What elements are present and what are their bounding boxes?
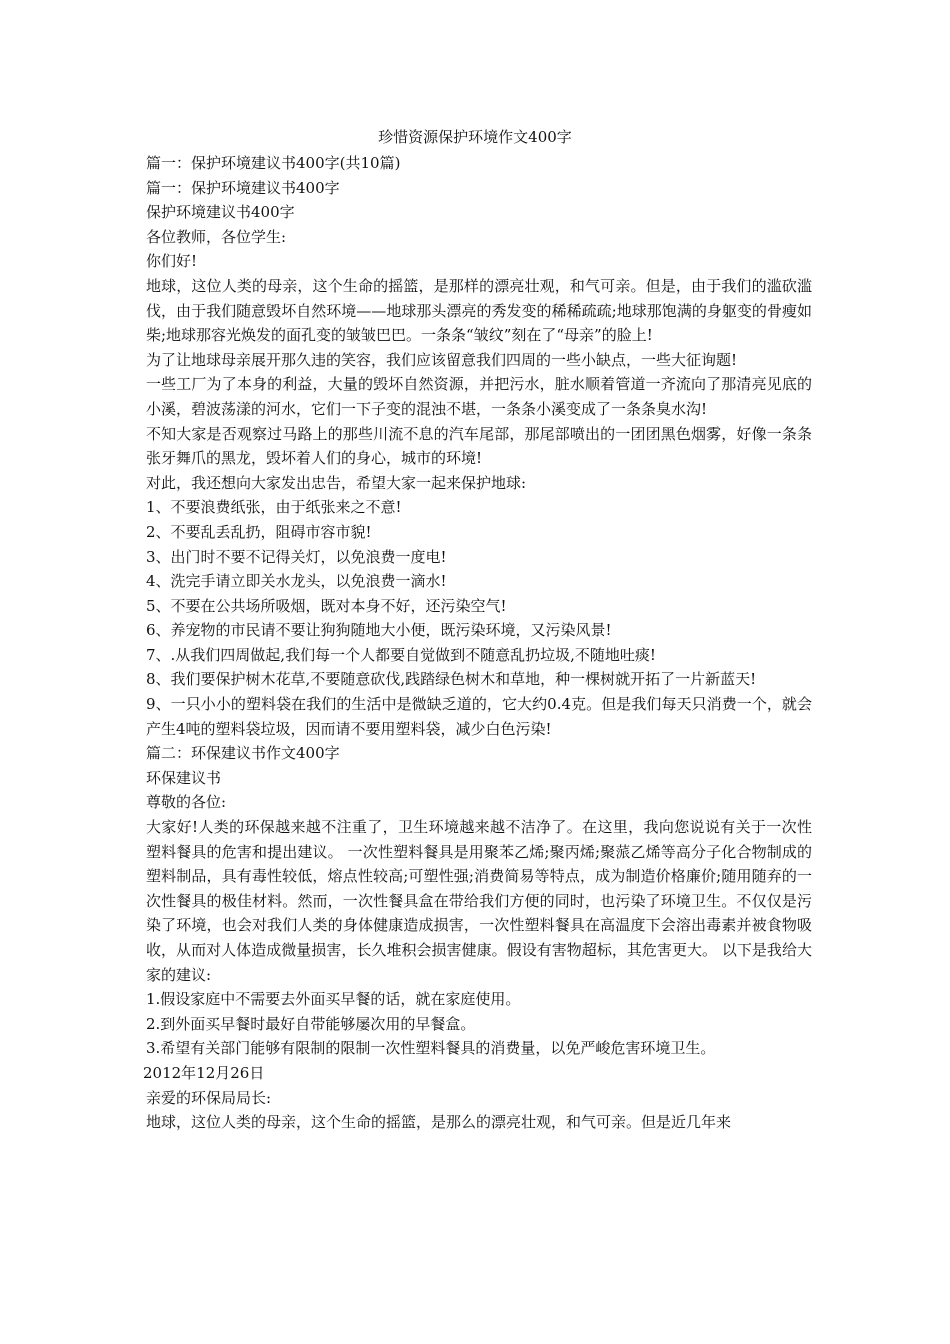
list-item: 2、不要乱丢乱扔，阻碍市容市貌!: [146, 522, 372, 541]
paragraph: 地球，这位人类的母亲，这个生命的摇篮，是那么的漂亮壮观，和气可亲。但是近几年来: [146, 1113, 732, 1132]
paragraph: 篇一：保护环境建议书400字(共10篇): [146, 154, 401, 172]
paragraph: 尊敬的各位:: [146, 793, 227, 812]
paragraph: 为了让地球母亲展开那久违的笑容，我们应该留意我们四周的一些小缺点，一些大征询题!: [146, 350, 738, 369]
list-item: 1、不要浪费纸张，由于纸张来之不意!: [146, 498, 402, 517]
paragraph: 不知大家是否观察过马路上的那些川流不息的汽车尾部，那尾部喷出的一团团黑色烟雾，好像一条条张牙舞爪的黑龙，毁坏着人们的身心，城市的环境!: [146, 424, 812, 468]
document-body: [143, 151, 812, 1135]
list-item: 1.假设家庭中不需要去外面买早餐的话，就在家庭使用。: [146, 990, 521, 1009]
list-item: 6、养宠物的市民请不要让狗狗随地大小便，既污染环境，又污染风景!: [146, 621, 612, 640]
list-item: 2.到外面买早餐时最好自带能够屡次用的早餐盒。: [146, 1014, 476, 1033]
date-line: 2012年12月26日: [143, 1063, 265, 1082]
list-item: 7、.从我们四周做起,我们每一个人都要自觉做到不随意乱扔垃圾,不随地吐痰!: [146, 645, 656, 664]
list-item: 8、我们要保护树木花草,不要随意砍伐,践踏绿色树木和草地，种一棵树就开拓了一片新蓝天!: [146, 670, 757, 689]
paragraph: 对此，我还想向大家发出忠告，希望大家一起来保护地球:: [146, 473, 527, 492]
paragraph: 你们好!: [146, 252, 198, 271]
list-item: 3、出门时不要不记得关灯，以免浪费一度电!: [146, 547, 447, 566]
paragraph: 一些工厂为了本身的利益，大量的毁坏自然资源，并把污水，脏水顺着管道一齐流向了那清亮见底的小溪，碧波荡漾的河水，它们一下子变的混浊不堪，一条条小溪变成了一条条臭水沟!: [146, 375, 812, 418]
section-heading: 篇二：环保建议书作文400字: [146, 744, 340, 763]
list-item: 9、一只小小的塑料袋在我们的生活中是微缺乏道的，它大约0.4克。但是我们每天只消费一个，就会产生4吨的塑料袋垃圾，因而请不要用塑料袋，减少白色污染!: [146, 695, 812, 738]
paragraph: 各位教师，各位学生:: [146, 227, 287, 246]
paragraph: 地球，这位人类的母亲，这个生命的摇篮，是那样的漂亮壮观，和气可亲。但是，由于我们的滥砍滥伐，由于我们随意毁坏自然环境——地球那头漂亮的秀发变的稀稀疏疏;地球那饱满的身躯变的骨瘦如柴;地球那容光焕发的面孔变的皱皱巴巴。一条条“皱纹”刻在了“母亲”的脸上!: [146, 276, 812, 345]
list-item: 4、洗完手请立即关水龙头，以免浪费一滴水!: [146, 572, 447, 591]
list-item: 3.希望有关部门能够有限制的限制一次性塑料餐具的消费量，以免严峻危害环境卫生。: [146, 1039, 716, 1058]
paragraph: 篇一：保护环境建议书400字: [146, 178, 340, 197]
paragraph: 亲爱的环保局局长:: [146, 1088, 272, 1107]
list-item: 5、不要在公共场所吸烟，既对本身不好，还污染空气!: [146, 596, 507, 615]
paragraph: 环保建议书: [146, 768, 222, 787]
paragraph: 大家好!人类的环保越来越不注重了，卫生环境越来越不洁净了。在这里，我向您说说有关于一次性塑料餐具的危害和提出建议。 一次性塑料餐具是用聚苯乙烯;聚丙烯;聚蒎乙烯等高分子化合物制成的塑料制品，具有毒性较低，熔点性较高;可塑性强;消费简易等特点，成为制造价格廉价;随用随弃的一次性餐具的极佳材料。然而，一次性餐具盒在带给我们方便的同时，也污染了环境卫生。不仅仅是污染了环境，也会对我们人类的身体健康造成损害，一次性塑料餐具在高温度下会溶出毒素并被食物吸收，从而对人体造成微量损害，长久堆积会损害健康。假设有害物超标，其危害更大。 以下是我给大家的建议:: [146, 818, 812, 984]
document-title: 珍惜资源保护环境作文400字: [378, 128, 572, 146]
paragraph: 保护环境建议书400字: [146, 203, 295, 222]
